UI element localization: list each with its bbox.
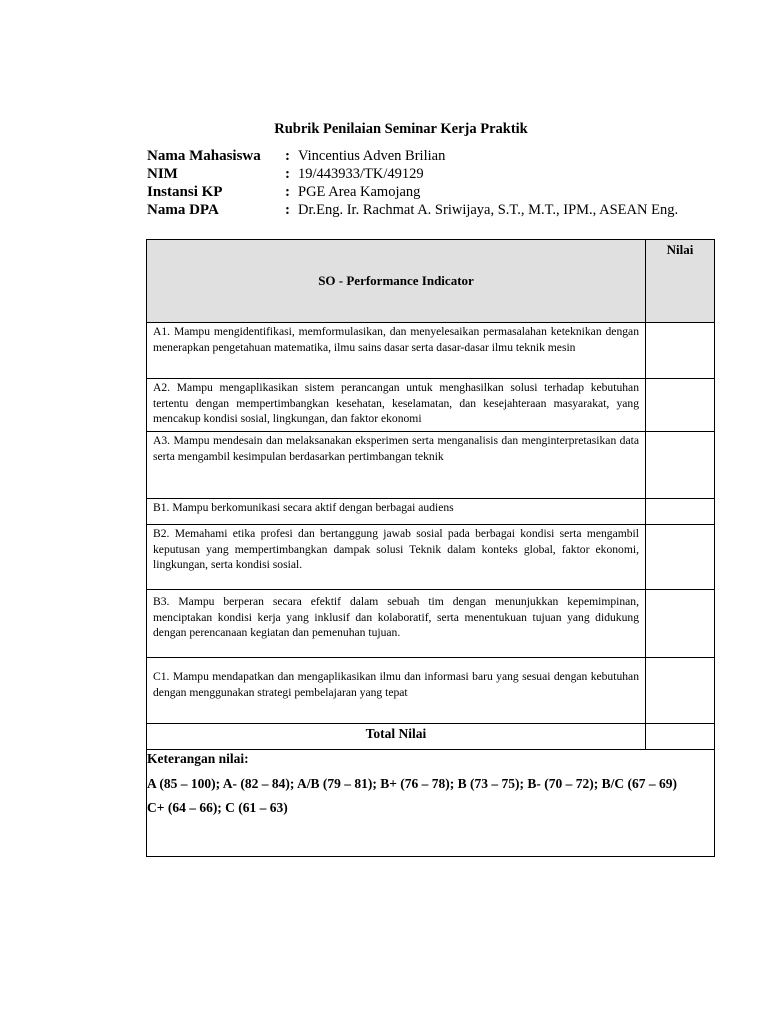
score-cell[interactable]	[646, 658, 715, 724]
header-score	[646, 240, 715, 323]
score-cell[interactable]	[646, 323, 715, 379]
score-cell[interactable]	[646, 432, 715, 499]
header-indicator: SO - Performance Indicator	[147, 240, 646, 323]
student-name-value: Vincentius Adven Brilian	[298, 148, 446, 164]
legend-line-2: C+ (64 – 66); C (61 – 63)	[147, 800, 288, 815]
table-row	[147, 379, 715, 432]
indicator-b1: B1. Mampu berkomunikasi secara aktif dengan berbagai audiens	[147, 499, 646, 525]
legend-title: Keterangan nilai:	[147, 751, 249, 766]
colon: :	[285, 184, 290, 200]
grade-legend	[147, 750, 715, 857]
table-row	[147, 658, 715, 724]
score-cell[interactable]	[646, 525, 715, 590]
legend-line-1: A (85 – 100); A- (82 – 84); A/B (79 – 81); B+ (76 – 78); B (73 – 75); B- (70 – 72); B/C (67 – 69)	[147, 776, 678, 791]
table-row	[147, 499, 715, 525]
header-score-label: Nilai	[666, 242, 694, 257]
score-cell[interactable]	[646, 379, 715, 432]
score-cell[interactable]	[646, 590, 715, 658]
nim-value: 19/443933/TK/49129	[298, 166, 424, 182]
table-row	[147, 525, 715, 590]
total-label: Total Nilai	[147, 724, 646, 750]
colon: :	[285, 166, 290, 182]
indicator-a3: A3. Mampu mendesain dan melaksanakan eksperimen serta menganalisis dan menginterpretasikan data serta mengambil kesimpulan berdasarkan pertimbangan teknik	[147, 432, 646, 499]
table-header-row	[147, 240, 715, 323]
institution-label: Instansi KP	[147, 184, 223, 200]
indicator-a2: A2. Mampu mengaplikasikan sistem perancangan untuk menghasilkan solusi terhadap kebutuhan tertentu dengan mempertimbangkan kesehatan, keselamatan, dan kesejahteraan masyarakat, yang mencakup kondisi sosial, lingkungan, dan faktor ekonomi	[147, 379, 646, 432]
advisor-label: Nama DPA	[147, 202, 219, 218]
table-row	[147, 590, 715, 658]
indicator-b3: B3. Mampu berperan secara efektif dalam sebuah tim dengan menunjukkan kepemimpinan, menciptakan kondisi kerja yang inklusif dan kolaboratif, serta menentukuan tujuan yang didukung dengan perencanaan kegiatan dan pemenuhan tujuan.	[147, 590, 646, 658]
total-row	[147, 724, 715, 750]
colon: :	[285, 148, 290, 164]
legend-row	[147, 750, 715, 857]
rubric-table	[146, 239, 715, 857]
institution-value: PGE Area Kamojang	[298, 184, 421, 200]
colon: :	[285, 202, 290, 218]
nim-label: NIM	[147, 166, 178, 182]
table-row	[147, 323, 715, 379]
indicator-c1: C1. Mampu mendapatkan dan mengaplikasikan ilmu dan informasi baru yang sesuai dengan kebutuhan dengan menggunakan strategi pembelajaran yang tepat	[147, 658, 646, 724]
total-score-cell[interactable]	[646, 724, 715, 750]
student-name-label: Nama Mahasiswa	[147, 148, 261, 164]
indicator-a1: A1. Mampu mengidentifikasi, memformulasikan, dan menyelesaikan permasalahan keteknikan dengan menerapkan pengetahuan matematika, ilmu sains dasar serta dasar-dasar ilmu teknik mesin	[147, 323, 646, 379]
table-row	[147, 432, 715, 499]
document-title: Rubrik Penilaian Seminar Kerja Praktik	[274, 121, 528, 137]
advisor-value: Dr.Eng. Ir. Rachmat A. Sriwijaya, S.T., M.T., IPM., ASEAN Eng.	[298, 202, 679, 218]
indicator-b2: B2. Memahami etika profesi dan bertanggung jawab sosial pada berbagai kondisi serta mengambil keputusan yang mempertimbangkan dampak solusi Teknik dalam konteks global, faktor ekonomi, lingkungan, serta kondisi sosial.	[147, 525, 646, 590]
score-cell[interactable]	[646, 499, 715, 525]
